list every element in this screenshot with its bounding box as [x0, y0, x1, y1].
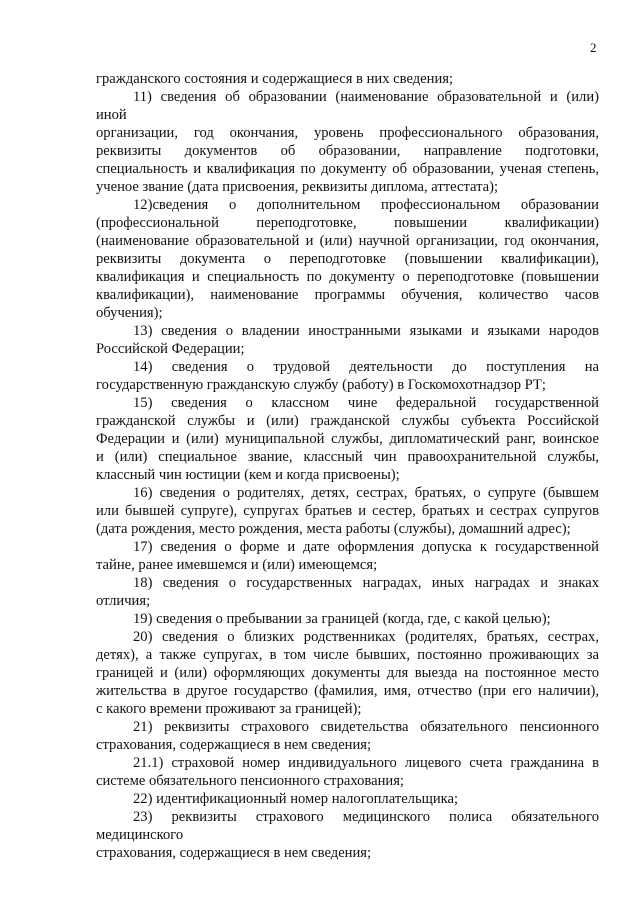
text-line: ученое звание (дата присвоения, реквизиты диплома, аттестата); — [96, 179, 499, 195]
text-line: Федерации и (или) муниципальной службы, дипломатический ранг, воинское — [96, 431, 599, 447]
text-line: 12)сведения о дополнительном профессиональном образовании — [133, 197, 599, 213]
text-line: тайне, ранее имевшемся и (или) имеющемся; — [96, 557, 378, 573]
text-line: обучения); — [96, 305, 163, 321]
text-line: 13) сведения о владении иностранными языками и языками народов — [133, 323, 599, 339]
text-line: 11) сведения об образовании (наименование образовательной и (или) — [133, 89, 599, 105]
text-line: организации, год окончания, уровень профессионального образования, — [96, 125, 599, 141]
text-line: (наименование образовательной и (или) научной организации, год окончания, — [96, 233, 599, 249]
text-line: 14) сведения о трудовой деятельности до поступления на — [133, 359, 599, 375]
text-line: или бывшей супруге), супругах братьев и сестер, братьях и сестрах супругов — [96, 503, 599, 519]
text-line: системе обязательного пенсионного страхования; — [96, 773, 404, 789]
text-line: квалификация и специальность по документу о переподготовке (повышении — [96, 269, 599, 285]
text-line: 22) идентификационный номер налогоплательщика; — [133, 791, 459, 807]
text-line: и (или) специальное звание, классный чин правоохранительной службы, — [96, 449, 599, 465]
page-number: 2 — [590, 40, 597, 55]
text-line: детях), а также супругах, в том числе бывших, постоянно проживающих за — [96, 647, 599, 663]
text-line: жительства в другое государство (фамилия, имя, отчество (при его наличии), — [96, 683, 599, 699]
text-line: границей и (или) оформляющих документы для выезда на постоянное место — [96, 665, 599, 681]
text-line: классный чин юстиции (кем и когда присвоены); — [96, 467, 400, 483]
text-line: страхования, содержащиеся в нем сведения; — [96, 737, 372, 753]
text-line: отличия; — [96, 593, 151, 609]
text-line: 16) сведения о родителях, детях, сестрах, братьях, о супруге (бывшем — [133, 485, 599, 501]
text-line: (профессиональной переподготовке, повышении квалификации) — [96, 215, 599, 231]
text-line: специальность и квалификация по документу об образовании, ученая степень, — [96, 161, 599, 177]
text-line: государственную гражданскую службу (работу) в Госкомохотнадзор РТ; — [96, 377, 546, 393]
text-line: 21) реквизиты страхового свидетельства обязательного пенсионного — [133, 719, 599, 735]
text-line: медицинского — [96, 827, 184, 843]
text-line: реквизиты документов об образовании, направление подготовки, — [96, 143, 599, 159]
text-line: квалификации), наименование программы обучения, количество часов — [96, 287, 599, 303]
text-line: гражданской службы и (или) гражданской службы субъекта Российской — [96, 413, 599, 429]
text-line: гражданского состояния и содержащиеся в них сведения; — [96, 71, 454, 87]
text-line: 17) сведения о форме и дате оформления допуска к государственной — [133, 539, 599, 555]
text-line: с какого времени проживают за границей); — [96, 701, 362, 717]
text-line: иной — [96, 107, 127, 123]
text-line: 19) сведения о пребывании за границей (когда, где, с какой целью); — [133, 611, 551, 627]
text-line: 15) сведения о классном чине федеральной государственной — [133, 395, 599, 411]
text-line: 23) реквизиты страхового медицинского полиса обязательного — [133, 809, 599, 825]
text-line: (дата рождения, место рождения, места работы (службы), домашний адрес); — [96, 521, 571, 537]
text-line: 21.1) страховой номер индивидуального лицевого счета гражданина в — [133, 755, 599, 771]
text-line: Российской Федерации; — [96, 341, 245, 357]
text-line: 20) сведения о близких родственниках (родителях, братьях, сестрах, — [133, 629, 599, 645]
text-line: 18) сведения о государственных наградах, иных наградах и знаках — [133, 575, 599, 591]
text-line: страхования, содержащиеся в нем сведения; — [96, 845, 372, 861]
text-line: реквизиты документа о переподготовке (повышении квалификации), — [96, 251, 599, 267]
